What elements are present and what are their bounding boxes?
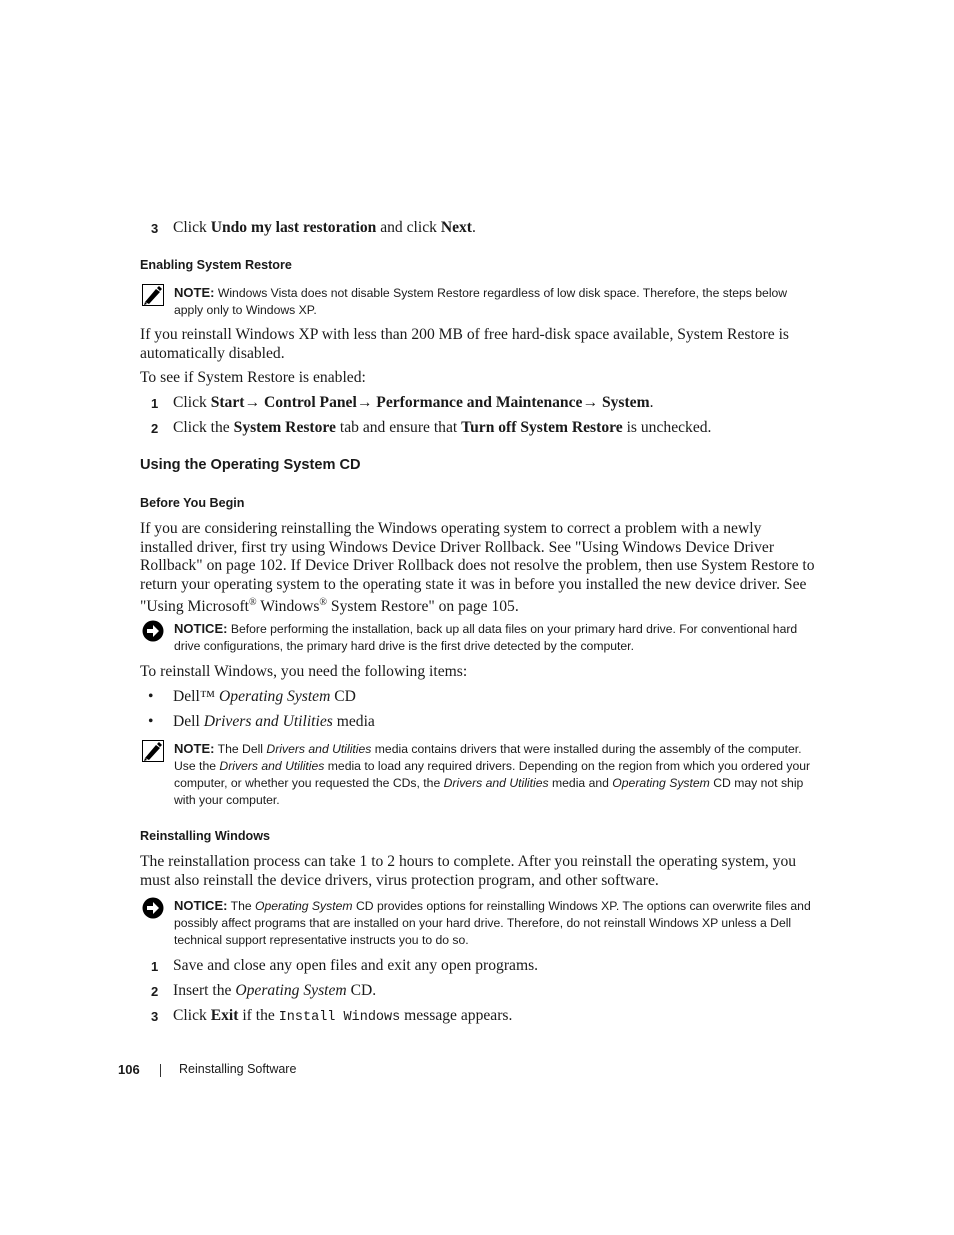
ui-label-performance: Performance and Maintenance (372, 394, 583, 411)
paragraph-text: System Restore" on page 105. (327, 598, 519, 616)
step-text: Click (173, 1007, 211, 1024)
step-text: if the (238, 1007, 279, 1024)
bullet-icon: • (148, 713, 154, 730)
footer-divider (160, 1064, 161, 1077)
note-pencil-icon (142, 284, 164, 306)
heading-before-you-begin: Before You Begin (140, 496, 245, 510)
step-text: CD. (346, 982, 377, 999)
heading-using-os-cd: Using the Operating System CD (140, 457, 361, 473)
ui-label-system: System (598, 394, 650, 411)
step-text: Click the (173, 419, 234, 436)
note-italic: Drivers and Utilities (443, 776, 549, 790)
note-text: media contains drivers that were installed during the assembly of the computer. Use the (174, 742, 802, 773)
note-text: media and (548, 776, 613, 790)
paragraph-before-you-begin (140, 520, 815, 617)
step-text: is unchecked. (622, 419, 712, 436)
list-item-text: Dell™ (173, 688, 220, 705)
note-label: NOTE: (174, 741, 215, 756)
registered-mark: ® (249, 597, 257, 608)
notice-label: NOTICE: (174, 898, 228, 913)
bullet-icon: • (148, 688, 154, 705)
notice-arrow-icon (142, 897, 164, 919)
step-number: 2 (151, 421, 159, 436)
heading-reinstalling-windows: Reinstalling Windows (140, 829, 271, 843)
step-text: Click (173, 219, 211, 236)
note-text: CD may not ship with your computer. (174, 776, 804, 807)
ui-label-start: Start (210, 394, 245, 411)
ui-label-next: Next (440, 219, 472, 236)
step-text: . (649, 394, 654, 411)
registered-mark: ® (319, 597, 328, 608)
step-italic: Operating System (235, 982, 347, 999)
paragraph: To see if System Restore is enabled: (140, 369, 366, 386)
step-text: Save and close any open files and exit any open programs. (173, 957, 539, 974)
note-text: media to load any required drivers. Depending on the region from which you ordered your computer, or whether you requested the CDs, the (174, 759, 811, 790)
list-item-text: CD (330, 688, 356, 705)
step-number: 2 (151, 984, 159, 999)
notice-arrow-icon (142, 620, 164, 642)
step-text: and click (376, 219, 441, 236)
page-number: 106 (118, 1062, 140, 1077)
paragraph: To reinstall Windows, you need the following items: (140, 663, 468, 680)
arrow-icon: → (244, 394, 261, 411)
note-italic: Drivers and Utilities (266, 742, 372, 756)
note-italic: Drivers and Utilities (219, 759, 325, 773)
note-label: NOTE: (174, 285, 215, 300)
step-text: message appears. (400, 1007, 513, 1024)
ui-label-turn-off: Turn off System Restore (461, 419, 623, 436)
arrow-icon: → (582, 394, 599, 411)
notice-text: The (230, 899, 256, 913)
step-number: 1 (151, 959, 159, 974)
paragraph: The reinstallation process can take 1 to 2 hours to complete. After you reinstall the operating system, you must also reinstall the device drivers, virus protection program, and other software. (140, 853, 797, 889)
step-number: 3 (151, 1009, 159, 1024)
paragraph: If you reinstall Windows XP with less than 200 MB of free hard-disk space available, System Restore is automatically disabled. (140, 326, 789, 362)
notice-label: NOTICE: (174, 621, 228, 636)
code-message: Install Windows (278, 1010, 401, 1025)
notice-italic: Operating System (255, 899, 353, 913)
list-item-text: media (332, 713, 375, 730)
note-text: Windows Vista does not disable System Restore regardless of low disk space. Therefore, the steps below apply only to Windows XP. (174, 286, 788, 317)
note-pencil-icon (142, 740, 164, 762)
step-text: Insert the (173, 982, 236, 999)
paragraph-text: If you are considering reinstalling the Windows operating system to correct a problem with a newly installed driver, first try using Windows Device Driver Rollback. See "Using Windows Device Driver Rollback" on page 102. If Device Driver Rollback does not resolve the problem, then use System Restore to return your operating system to the operating state it was in before you installed the new device driver. See "Using Microsoft (140, 520, 815, 616)
ui-label-control-panel: Control Panel (260, 394, 357, 411)
notice-text: CD provides options for reinstalling Windows XP. The options can overwrite files and possibly affect programs that are installed on your hard drive. Therefore, do not reinstall Windows XP unless a Dell technical support representative instructs you to do so. (174, 899, 811, 947)
notice-text: Before performing the installation, back up all data files on your primary hard drive. For conventional hard drive configurations, the primary hard drive is the first drive detected by the computer. (174, 622, 798, 653)
list-item-italic: Drivers and Utilities (203, 713, 333, 730)
list-item-italic: Operating System (219, 688, 331, 705)
list-item-text: Dell (173, 713, 204, 730)
ui-label-undo: Undo my last restoration (210, 219, 377, 236)
heading-enabling-system-restore: Enabling System Restore (140, 258, 292, 272)
step-text: tab and ensure that (335, 419, 462, 436)
footer-section-title: Reinstalling Software (179, 1062, 297, 1076)
paragraph-text: Windows (256, 598, 320, 616)
step-number: 3 (151, 221, 159, 236)
note-text: The Dell (217, 742, 267, 756)
ui-label-exit: Exit (210, 1007, 239, 1024)
step-text: . (472, 219, 476, 236)
arrow-icon: → (356, 394, 373, 411)
note-italic: Operating System (612, 776, 710, 790)
ui-label-system-restore: System Restore (233, 419, 336, 436)
step-number: 1 (151, 396, 159, 411)
step-text: Click (173, 394, 211, 411)
